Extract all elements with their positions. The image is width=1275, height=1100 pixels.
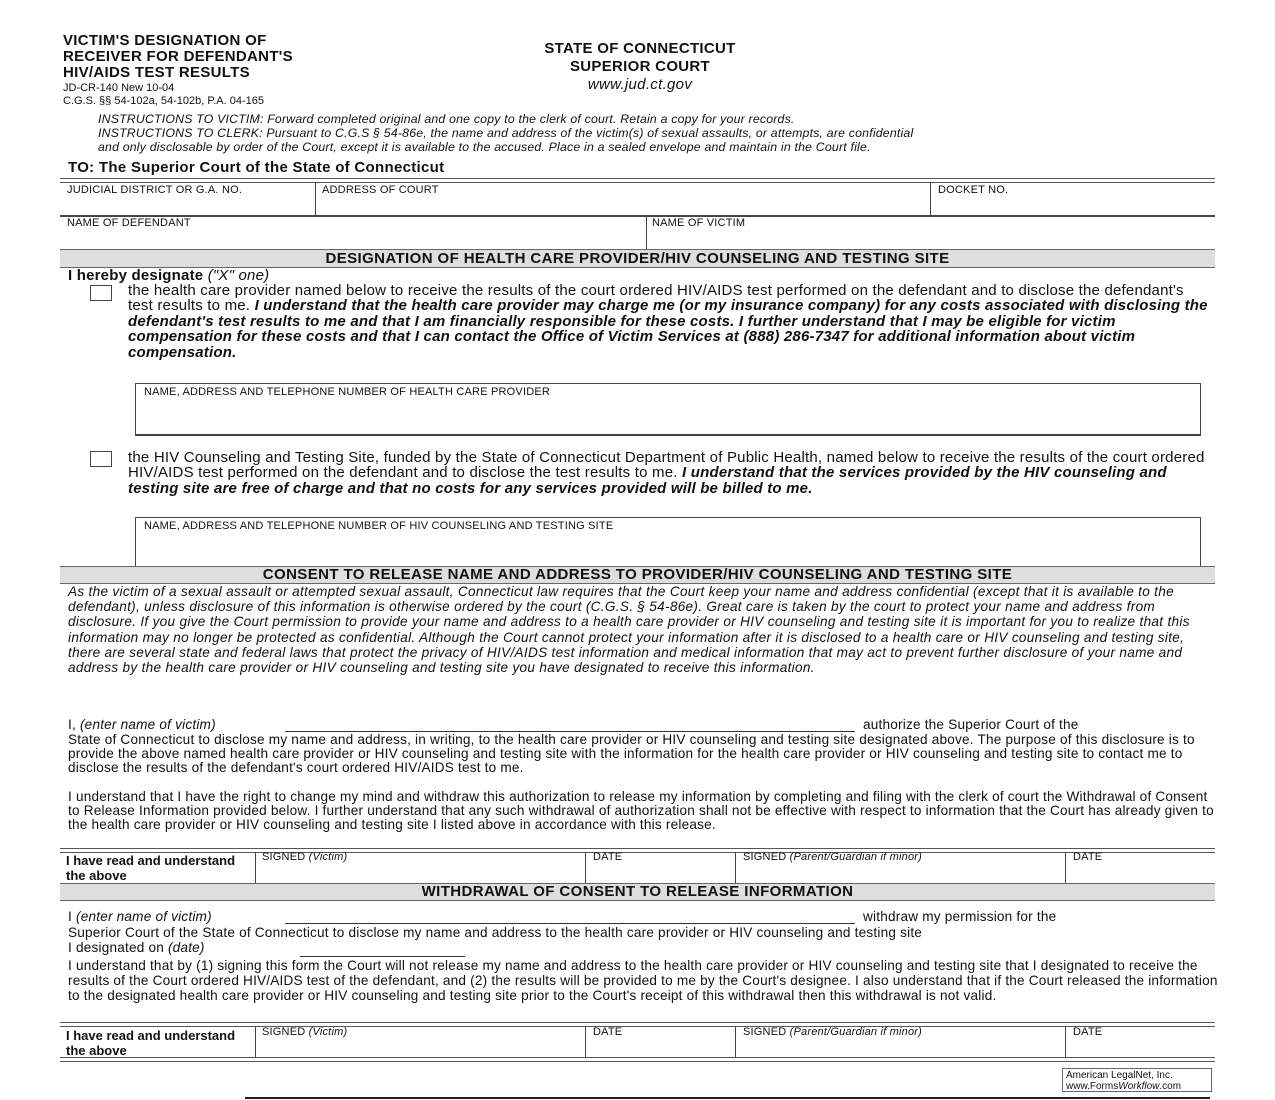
divider	[585, 1026, 586, 1057]
enter-name-hint: (enter name of victim)	[79, 717, 216, 732]
date-label: DATE	[1073, 1026, 1103, 1038]
date-label: DATE	[593, 1026, 623, 1038]
vendor-name: American LegalNet, Inc.	[1066, 1070, 1173, 1081]
health-care-provider-option-text	[128, 283, 1208, 360]
consent-i-prefix: I,	[68, 717, 76, 732]
form-title-line: RECEIVER FOR DEFENDANT'S	[63, 48, 293, 65]
vendor-url-italic: Workflow	[1118, 1081, 1160, 1092]
withdrawal-victim-date-field[interactable]	[589, 1039, 732, 1057]
form-meta	[63, 82, 264, 108]
judicial-district-field[interactable]	[62, 197, 312, 215]
health-care-provider-checkbox[interactable]	[90, 285, 112, 301]
divider	[255, 852, 256, 883]
court-website-link[interactable]: www.jud.ct.gov	[587, 76, 693, 93]
court-name: SUPERIOR COURT	[569, 58, 711, 75]
consent-victim-name-field[interactable]	[285, 716, 855, 731]
vendor-stamp	[1062, 1068, 1212, 1092]
enter-name-hint: (enter name of victim)	[75, 909, 212, 924]
withdrawal-victim-name-line	[285, 923, 855, 924]
consent-victim-signature-field[interactable]	[258, 864, 582, 882]
victim-name-label: NAME OF VICTIM	[652, 217, 746, 229]
consent-right-to-withdraw: I understand that I have the right to change my mind and withdraw this authorization to release my information by completing and filing with the clerk of court the Withdrawal of Consent to Release Information provided below. I further understand that any such withdrawal of authorization shall not be effective with respect to information that the Court has already given to the health care provider or HIV counseling and testing site I listed above in accordance with this release.	[68, 789, 1214, 833]
signed-label: SIGNED	[743, 1026, 787, 1038]
confidentiality-notice: As the victim of a sexual assault or attempted sexual assault, Connecticut law requires that the Court keep your name and address confidential (except that it is available to the defendant), unless disclosure of this information is otherwise ordered by the court (C.G.S. § 54-86e). Great care is taken by the court to protect your name and address from disclosure. If you give the Court permission to provide your name and address to a health care provider or HIV counseling and testing site it is important for you to realize that this information may no longer be protected as confidential. Although the Court cannot protect your information after it is disclosed to a health care or HIV counseling and testing site, there are several state and federal laws that protect the privacy of HIV/AIDS test information and medical information that may act to prevent further disclosure of your name and address by the health care provider or HIV counseling and testing site you have designated to receive this information.	[68, 584, 1190, 676]
instructions-clerk-line2: and only disclosable by order of the Court, except it is available to the accused. Place in a sealed envelope and maintain in the Court file.	[98, 140, 871, 154]
consent-name-prefix	[68, 718, 216, 732]
instructions-clerk-line1: INSTRUCTIONS TO CLERK: Pursuant to C.G.S § 54-86e, the name and address of the victim(s) of sexual assaults, or attempts, are confidential	[98, 126, 914, 140]
consent-authorize-suffix: authorize the Superior Court of the	[863, 717, 1079, 732]
form-title	[63, 33, 403, 81]
withdrawal-line2: Superior Court of the State of Connecticut to disclose my name and address to the health care provider or HIV counseling and testing site	[68, 925, 923, 940]
address-of-court-field[interactable]	[318, 197, 926, 215]
signed-hint: (Parent/Guardian if minor)	[789, 1026, 923, 1038]
signed-victim-label	[262, 851, 347, 863]
divider	[646, 217, 647, 249]
designated-date-line	[300, 956, 465, 957]
hiv-testing-site-box-label: NAME, ADDRESS AND TELEPHONE NUMBER OF HIV COUNSELING AND TESTING SITE	[144, 520, 614, 532]
consent-heading: CONSENT TO RELEASE NAME AND ADDRESS TO PROVIDER/HIV COUNSELING AND TESTING SITE	[60, 566, 1215, 584]
docket-no-label: DOCKET NO.	[938, 184, 1009, 196]
addressee: TO: The Superior Court of the State of Connecticut	[68, 159, 445, 176]
designated-on-label	[68, 941, 205, 955]
signed-victim-label	[262, 1026, 347, 1038]
withdraw-suffix: withdraw my permission for the	[863, 909, 1057, 924]
health-care-provider-box-label: NAME, ADDRESS AND TELEPHONE NUMBER OF HEALTH CARE PROVIDER	[144, 386, 551, 398]
withdrawal-understanding: I understand that by (1) signing this form the Court will not release my name and address to the health care provider or HIV counseling and testing site that I designated to receive the results of the Court ordered HIV/AIDS test of the defendant, and (2) the results will be provided to me by the Court's designee. I also understand that if the Court released the information to the designated health care provider or HIV counseling and testing site prior to the Court's receipt of this withdrawal then this withdrawal is not valid.	[68, 958, 1218, 1004]
instructions	[98, 112, 1208, 154]
date-label: DATE	[593, 851, 623, 863]
court-header	[495, 40, 785, 94]
withdrawal-name-prefix	[68, 910, 212, 924]
signed-guardian-label	[743, 1026, 922, 1038]
option-text-emphasis: I understand that the services provided by the HIV counseling and testing site are free of charge and that no costs for any services provided will be billed to me.	[128, 464, 1167, 497]
date-hint: (date)	[167, 940, 205, 955]
state-name: STATE OF CONNECTICUT	[544, 40, 736, 57]
consent-guardian-signature-field[interactable]	[739, 864, 1062, 882]
hiv-testing-site-checkbox[interactable]	[90, 451, 112, 467]
designate-intro-bold: I hereby designate	[68, 267, 204, 284]
consent-victim-date-field[interactable]	[589, 864, 732, 882]
option-text-emphasis: I understand that the health care provider may charge me (or my insurance company) for any costs associated with disclosing the defendant's test results to me and that I am financially responsible for these costs. I further understand that I may be eligible for victim compensation for these costs and that I can contact the Office of Victim Services at (888) 286-7347 for additional information about victim compensation.	[128, 297, 1208, 361]
divider	[735, 852, 736, 883]
instructions-victim: INSTRUCTIONS TO VICTIM: Forward completed original and one copy to the clerk of court. Retain a copy for your records.	[98, 112, 795, 126]
consent-guardian-date-field[interactable]	[1069, 864, 1212, 882]
address-of-court-label: ADDRESS OF COURT	[322, 184, 439, 196]
hiv-testing-site-option-text	[128, 450, 1208, 496]
signed-hint: (Parent/Guardian if minor)	[789, 851, 923, 863]
withdrawal-guardian-date-field[interactable]	[1069, 1039, 1212, 1057]
defendant-name-field[interactable]	[62, 230, 642, 248]
withdrawal-heading: WITHDRAWAL OF CONSENT TO RELEASE INFORMATION	[60, 883, 1215, 901]
signed-hint: (Victim)	[308, 1026, 348, 1038]
designate-intro-hint: ("X" one)	[207, 267, 270, 284]
vendor-url-suffix: .com	[1159, 1081, 1182, 1092]
divider	[245, 1097, 1210, 1099]
hiv-testing-site-box[interactable]	[135, 517, 1201, 566]
option-text-plain: the HIV Counseling and Testing Site, funded by the State of Connecticut Department of Public Health, named below to receive the results of the court ordered HIV/AIDS test performed on the defendant and to disclose the test results to me.	[128, 449, 1205, 482]
option-text-plain: the health care provider named below to receive the results of the court ordered HIV/AIDS test performed on the defendant and to disclose the defendant's test results to me.	[128, 282, 1184, 315]
vendor-url	[1066, 1081, 1208, 1092]
divider	[60, 215, 1215, 217]
form-number: JD-CR-140 New 10-04	[63, 82, 175, 94]
signed-label: SIGNED	[262, 851, 306, 863]
signed-label: SIGNED	[743, 851, 787, 863]
designated-on-text: I designated on	[68, 940, 164, 955]
read-and-understand-label: I have read and understand the above	[66, 1028, 236, 1058]
judicial-district-label: JUDICIAL DISTRICT OR G.A. NO.	[67, 184, 243, 196]
date-label: DATE	[1073, 851, 1103, 863]
designated-date-field[interactable]	[300, 941, 465, 956]
statute-citation: C.G.S. §§ 54-102a, 54-102b, P.A. 04-165	[63, 95, 264, 107]
divider	[585, 852, 586, 883]
divider	[1065, 1026, 1066, 1057]
withdrawal-guardian-signature-field[interactable]	[739, 1039, 1062, 1057]
divider	[255, 1026, 256, 1057]
read-and-understand-label: I have read and understand the above	[66, 853, 236, 883]
divider	[735, 1026, 736, 1057]
signed-hint: (Victim)	[308, 851, 348, 863]
divider	[1065, 852, 1066, 883]
signed-guardian-label	[743, 851, 922, 863]
divider	[315, 182, 316, 215]
signed-label: SIGNED	[262, 1026, 306, 1038]
divider	[60, 178, 1215, 183]
divider	[60, 1057, 1215, 1062]
designation-heading: DESIGNATION OF HEALTH CARE PROVIDER/HIV COUNSELING AND TESTING SITE	[60, 249, 1215, 268]
divider	[60, 1022, 1215, 1027]
divider	[930, 182, 931, 215]
withdrawal-i-prefix: I	[68, 909, 72, 924]
consent-authorization-body: State of Connecticut to disclose my name and address, in writing, to the health care provider or HIV counseling and testing site designated above. The purpose of this disclosure is to provide the above named health care provider or HIV counseling and testing site with the information for the health care provider or HIV counseling and testing site to contact me to disclose the results of the defendant's court ordered HIV/AIDS test to me.	[68, 732, 1195, 776]
vendor-url-prefix: www.Forms	[1066, 1081, 1119, 1092]
docket-no-field[interactable]	[934, 197, 1212, 215]
form-title-line: VICTIM'S DESIGNATION OF	[63, 32, 267, 49]
withdrawal-victim-signature-field[interactable]	[258, 1039, 582, 1057]
defendant-name-label: NAME OF DEFENDANT	[67, 217, 191, 229]
withdrawal-victim-name-field[interactable]	[285, 908, 855, 923]
health-care-provider-box[interactable]	[135, 383, 1201, 436]
form-title-line: HIV/AIDS TEST RESULTS	[63, 64, 250, 81]
victim-name-field[interactable]	[650, 230, 1212, 248]
